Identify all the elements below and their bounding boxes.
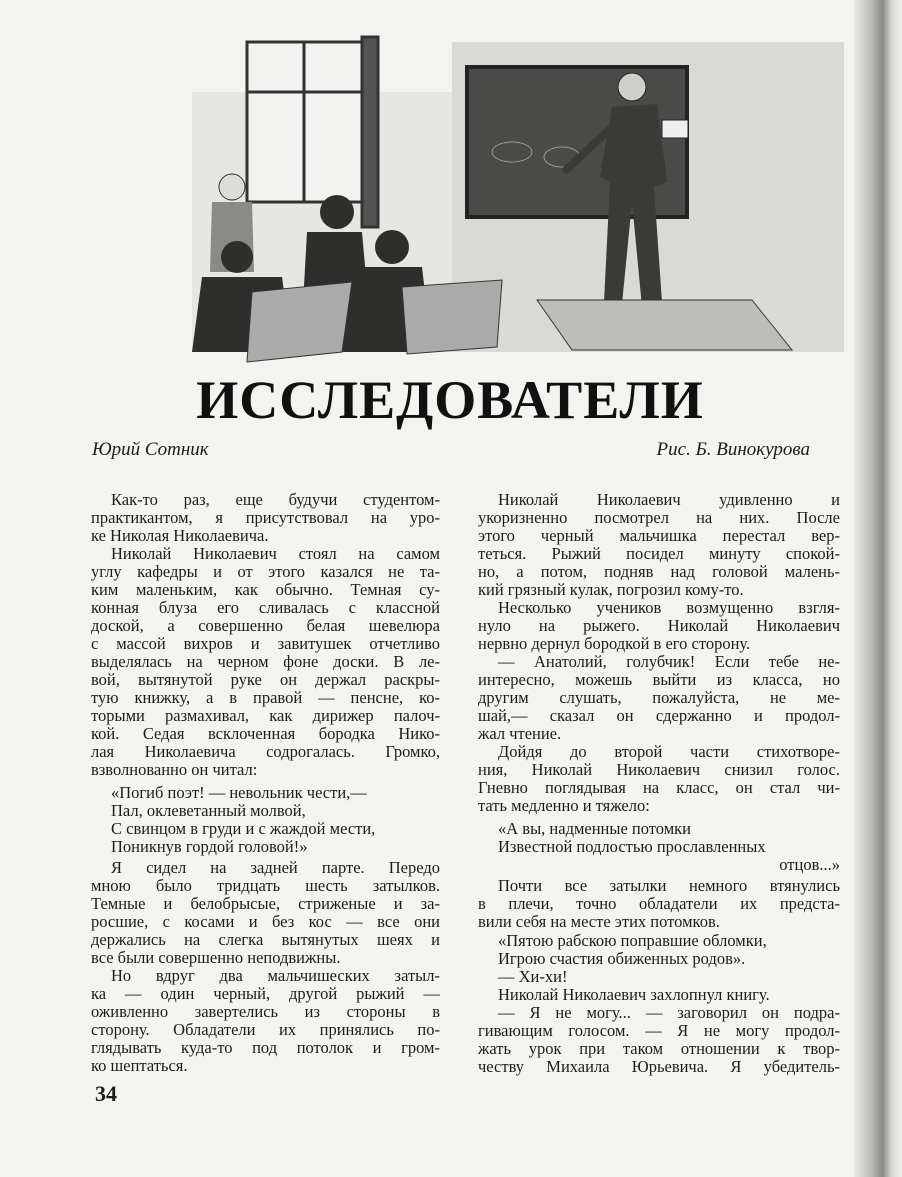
text-column-left xyxy=(91,491,440,1075)
paragraph xyxy=(478,968,840,986)
text-line: ким маленьким, как обычно. Темная су- xyxy=(91,580,440,599)
text-line: выделялась на черном фоне доски. В ле- xyxy=(91,652,440,671)
page-number: 34 xyxy=(95,1081,117,1106)
text-line: мною было тридцать шесть затылков. xyxy=(91,876,440,895)
text-line: тую книжку, а в правой — пенсне, ко- xyxy=(91,688,440,707)
text-line: теться. Рыжий посидел минуту спокой- xyxy=(478,544,840,563)
text-line: укоризненно посмотрел на них. После xyxy=(478,508,840,527)
text-column-right xyxy=(478,491,840,1076)
text-line: кой. Седая всклоченная бородка Нико- xyxy=(91,724,440,743)
paragraph xyxy=(478,1004,840,1076)
text-line: интересно, можешь выйти из класса, но xyxy=(478,670,840,689)
text-line: шай,— сказал он сдержанно и продол- xyxy=(478,706,840,725)
text-line: Гневно поглядывая на класс, он стал чи- xyxy=(478,778,840,797)
text-line: ния, Николай Николаевич снизил голос. xyxy=(478,760,840,779)
paragraph xyxy=(478,491,840,599)
text-line: лая Николаевича содрогалась. Громко, xyxy=(91,742,440,761)
text-line: взволнованно он читал: xyxy=(91,760,258,779)
text-line: вой, вытянутой руке он держал раскры- xyxy=(91,670,440,689)
text-line: практикантом, я присутствовал на уро- xyxy=(91,508,440,527)
text-line: — Анатолий, голубчик! Если тебе не- xyxy=(498,652,840,671)
text-line: гивающим голосом. — Я не могу продол- xyxy=(478,1021,840,1040)
text-line: глядывать куда-то под потолок и гром- xyxy=(91,1038,440,1057)
text-line: держались на слегка вытянутых шеях и xyxy=(91,930,440,949)
paragraph xyxy=(91,545,440,779)
text-line: Я сидел на задней парте. Передо xyxy=(111,858,440,877)
text-line: жать урок при таком отношении к твор- xyxy=(478,1039,840,1058)
text-line: все были совершенно неподвижны. xyxy=(91,948,341,967)
text-line: нуло на рыжего. Николай Николаевич xyxy=(478,616,840,635)
text-line: доской, а совершенно белая шевелюра xyxy=(91,616,440,635)
text-line: ко шептаться. xyxy=(91,1056,188,1075)
poem-line: С свинцом в груди и с жаждой мести, xyxy=(111,819,376,838)
poem-line: Пал, оклеветанный молвой, xyxy=(111,801,306,820)
poem-quote xyxy=(478,820,840,874)
teacher-platform xyxy=(537,300,792,350)
text-line: но, а потом, подняв над головой малень- xyxy=(478,562,840,581)
poem-quote xyxy=(91,784,440,856)
text-line: углу кафедры и от этого казался не та- xyxy=(91,562,440,581)
text-line: Несколько учеников возмущенно взгля- xyxy=(498,598,840,617)
text-line: Но вдруг два мальчишеских затыл- xyxy=(111,966,440,985)
paragraph xyxy=(478,653,840,743)
text-line: ке Николая Николаевича. xyxy=(91,526,269,545)
poem-line: Игрою счастия обиженных родов». xyxy=(498,949,746,968)
text-line: нервно дернул бородкой в его сторону. xyxy=(478,634,751,653)
text-line: этого черный мальчишка перестал вер- xyxy=(478,526,840,545)
paragraph xyxy=(478,743,840,815)
story-title: ИССЛЕДОВАТЕЛИ xyxy=(196,370,704,430)
text-line: другим слушать, пожалуйста, не ме- xyxy=(478,688,840,707)
text-line: росшие, с косами и без кос — все они xyxy=(91,912,440,931)
text-line: Дойдя до второй части стихотворе- xyxy=(498,742,840,761)
text-line: в плечи, точно обладатели их предста- xyxy=(478,894,840,913)
book-spine-shadow xyxy=(854,0,902,1177)
text-line: честву Михаила Юрьевича. Я убедитель- xyxy=(478,1057,840,1076)
poem-line: Известной подлостью прославленных xyxy=(498,837,766,856)
text-line: с массой вихров и завитушек отчетливо xyxy=(91,634,440,653)
text-line: конная блуза его сливалась с классной xyxy=(91,598,440,617)
classroom-illustration xyxy=(192,32,844,368)
text-line: вили себя на месте этих потомков. xyxy=(478,912,720,931)
text-line: торыми размахивал, как дирижер палоч- xyxy=(91,706,440,725)
paragraph xyxy=(478,599,840,653)
illustrator-credit: Рис. Б. Винокурова xyxy=(656,439,810,460)
poem-line: «Погиб поэт! — невольник чести,— xyxy=(111,783,367,802)
paragraph xyxy=(478,877,840,931)
text-line: сторону. Обладатели их принялись по- xyxy=(91,1020,440,1039)
text-line: Как-то раз, еще будучи студентом- xyxy=(111,490,440,509)
text-line: — Хи-хи! xyxy=(498,967,568,986)
paragraph xyxy=(91,859,440,967)
poem-line: отцов...» xyxy=(779,855,840,874)
paragraph xyxy=(478,986,840,1004)
text-line: Темные и белобрысые, стриженые и за- xyxy=(91,894,440,913)
poem-line: «А вы, надменные потомки xyxy=(498,819,692,838)
paragraph xyxy=(91,967,440,1075)
poem-line: «Пятою рабскою поправшие обломки, xyxy=(498,931,767,950)
author-name: Юрий Сотник xyxy=(92,439,209,460)
text-line: кий грязный кулак, погрозил кому-то. xyxy=(478,580,744,599)
poem-line: Поникнув гордой головой!» xyxy=(111,837,308,856)
text-line: ка — один черный, другой рыжий — xyxy=(91,984,440,1003)
text-line: Николай Николаевич стоял на самом xyxy=(111,544,440,563)
text-line: оживленно завертелись из стороны в xyxy=(91,1002,440,1021)
text-line: — Я не могу... — заговорил он подра- xyxy=(498,1003,840,1022)
text-line: тать медленно и тяжело: xyxy=(478,796,650,815)
text-line: жал чтение. xyxy=(478,724,562,743)
poem-quote xyxy=(478,932,840,968)
text-line: Николай Николаевич захлопнул книгу. xyxy=(498,985,770,1004)
text-line: Николай Николаевич удивленно и xyxy=(498,490,840,509)
paragraph xyxy=(91,491,440,545)
window xyxy=(247,37,378,227)
text-line: Почти все затылки немного втянулись xyxy=(498,876,840,895)
